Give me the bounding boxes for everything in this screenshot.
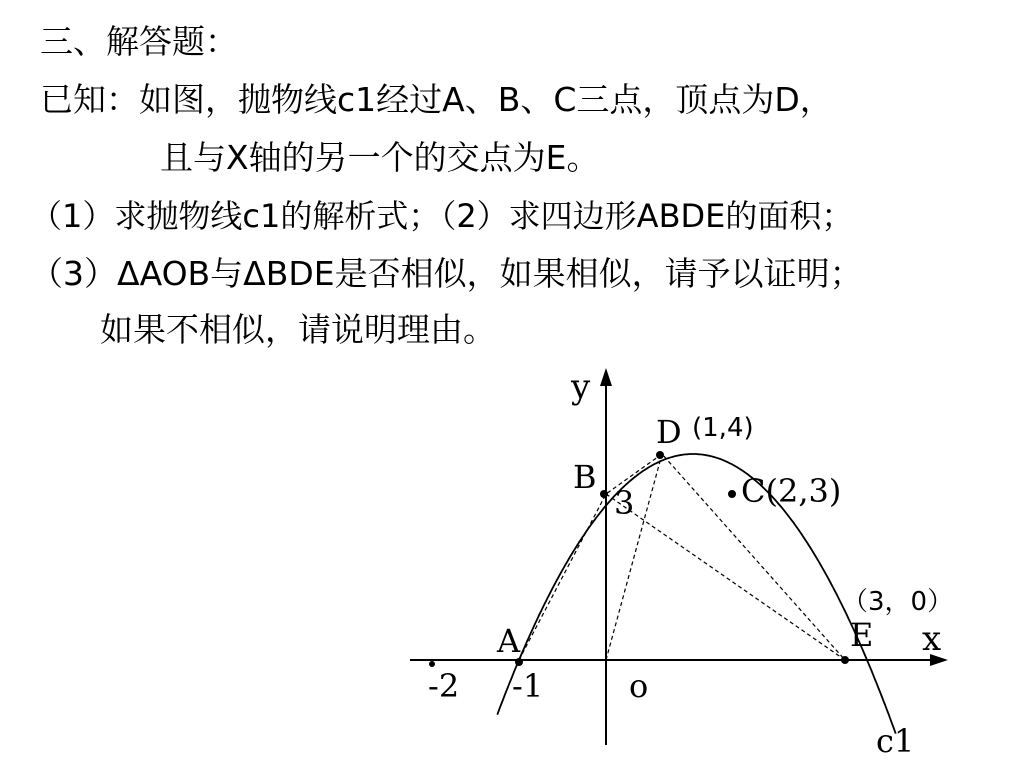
segment-be	[606, 494, 845, 660]
point-c-label: C(2,3)	[741, 472, 842, 510]
point-d-label: D	[656, 413, 682, 451]
question-1-2: （1）求抛物线c1的解析式；（2）求四边形ABDE的面积；	[30, 197, 854, 235]
origin-label: o	[629, 667, 649, 705]
point-b-label: B	[573, 458, 597, 496]
section-heading: 三、解答题：	[40, 22, 238, 61]
point-a-label: A	[497, 622, 521, 660]
point-e-label: E	[850, 616, 874, 654]
point-e	[841, 656, 849, 664]
point-e-coord: （3，0）	[842, 587, 954, 617]
question-3-line-2: 如果不相似，请说明理由。	[100, 310, 496, 349]
question-3-line-1: （3）ΔAOB与ΔBDE是否相似，如果相似，请予以证明；	[30, 254, 863, 293]
point-d-coord: (1,4)	[692, 413, 754, 443]
point-d	[656, 451, 664, 459]
y-axis-label: y	[571, 367, 591, 407]
point-c	[728, 490, 736, 498]
y-axis-arrow	[600, 368, 612, 386]
given-line-1: 已知：如图，抛物线c1经过A、B、C三点，顶点为D，	[40, 80, 833, 119]
point-b	[600, 490, 608, 498]
tick-label-neg1: -1	[512, 667, 544, 705]
given-line-2: 且与X轴的另一个的交点为E。	[160, 138, 600, 177]
tick-label-neg2: -2	[428, 667, 460, 705]
curve-label: c1	[876, 722, 915, 760]
x-axis-label: x	[922, 619, 942, 659]
tick-label-3: 3	[614, 484, 635, 522]
